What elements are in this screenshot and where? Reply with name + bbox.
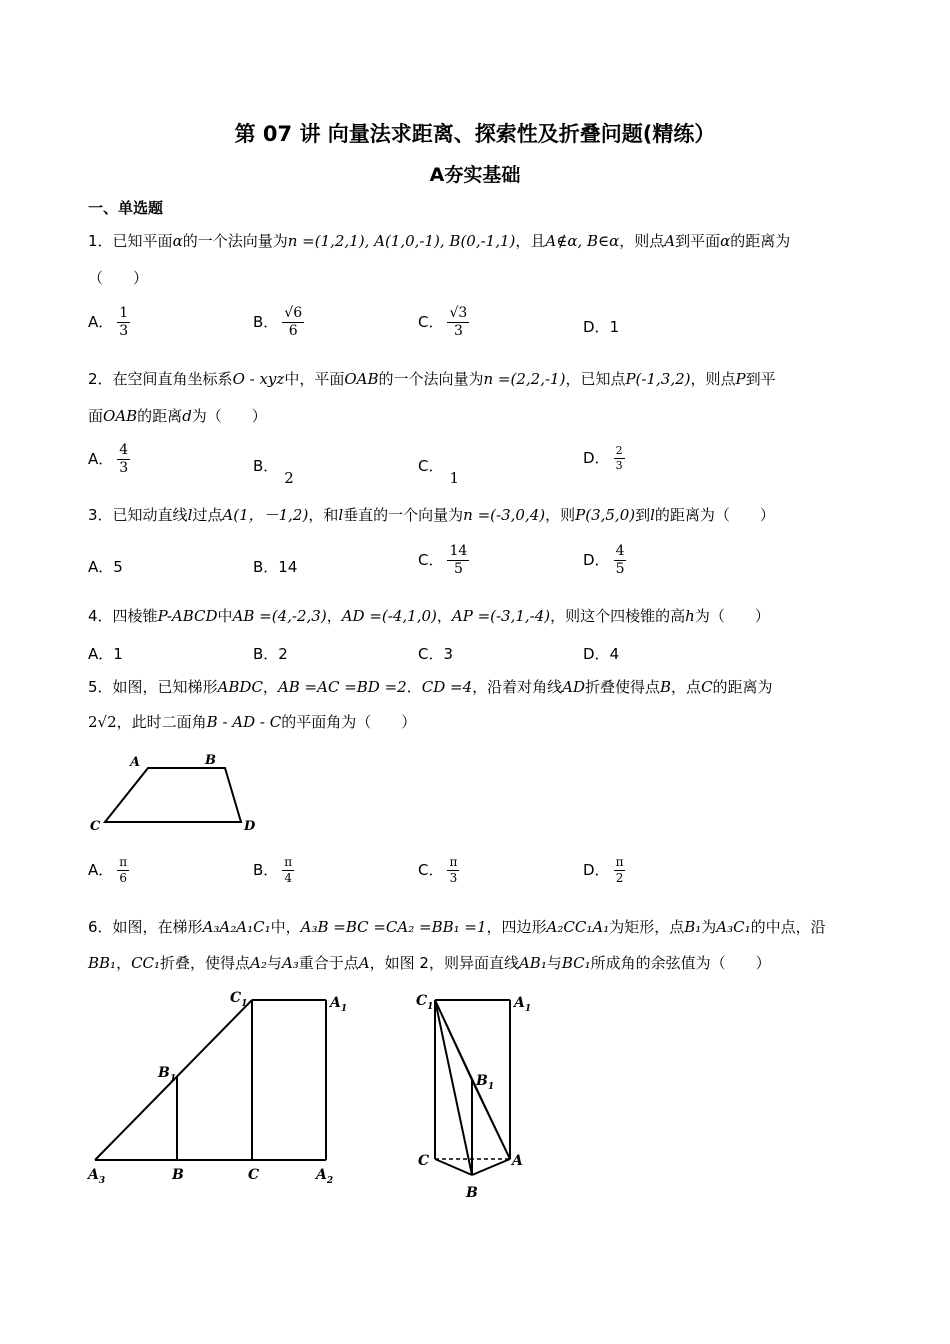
section-heading: 一、单选题 xyxy=(88,199,164,217)
label-B1: B xyxy=(476,1073,488,1089)
label-A: A xyxy=(130,755,141,770)
trapezoid-shape xyxy=(105,768,241,822)
question-2-line-2: 面OAB的距离d为（ ） xyxy=(88,407,267,425)
figure-1-trapezoid xyxy=(80,985,360,1190)
label-D: D xyxy=(244,819,256,834)
option-b[interactable]: B． $\frac{\pi}{4}$ xyxy=(253,855,293,885)
option-c[interactable]: C．3 xyxy=(418,645,454,663)
option-a[interactable]: A． $\frac{4}{3}$ xyxy=(88,442,129,476)
svg-text:A2: $A_2$ xyxy=(316,1167,334,1186)
question-number: 4． xyxy=(88,607,113,625)
option-d[interactable]: D．1 xyxy=(583,318,620,336)
option-c[interactable]: C．1 xyxy=(418,457,460,487)
option-c[interactable]: C． $\frac{\pi}{3}$ xyxy=(418,855,458,885)
svg-text:C1: $C_1$ xyxy=(230,990,248,1009)
label-C: C xyxy=(418,1153,430,1169)
edge-c1-b xyxy=(435,1000,472,1175)
label-A3: A xyxy=(88,1167,99,1183)
option-a[interactable]: A． $\frac{\pi}{6}$ xyxy=(88,855,128,885)
figure-2-prism xyxy=(410,985,560,1210)
option-c[interactable]: C． $\frac{√3}{3}$ xyxy=(418,305,468,339)
edge-b-a xyxy=(472,1159,510,1175)
option-c[interactable]: C． $\frac{14}{5}$ xyxy=(418,543,468,577)
question-5-line-2: 2√2，此时二面角B - AD - C的平面角为（ ） xyxy=(88,713,417,731)
label-B: B xyxy=(205,753,216,768)
normal-vector-math: n =(1,2,1), A(1,0,-1), B(0,-1,1) xyxy=(287,232,516,250)
svg-text:A1: $A_1$ xyxy=(514,995,532,1014)
question-5-line-1: 5．如图，已知梯形ABDC，AB =AC =BD =2．CD =4，沿着对角线AD折叠使得点B，点C的距离为 xyxy=(88,678,773,696)
question-number: 1． xyxy=(88,232,113,250)
question-6-line-1: 6．如图，在梯形A₃A₂A₁C₁中，A₃B =BC =CA₂ =BB₁ =1，四边形A₂CC₁A₁为矩形，点B₁为A₃C₁的中点，沿 xyxy=(88,918,826,936)
option-a[interactable]: A．1 xyxy=(88,645,123,663)
label-B: B xyxy=(466,1185,478,1201)
question-number: 3． xyxy=(88,506,113,524)
option-b[interactable]: B．2 xyxy=(253,645,288,663)
label-C1: C xyxy=(230,990,242,1006)
label-B1: B xyxy=(158,1065,170,1081)
label-A1: A xyxy=(514,995,525,1011)
option-a[interactable]: A．5 xyxy=(88,558,123,576)
page-title: 第 07 讲 向量法求距离、探索性及折叠问题(精练） xyxy=(234,122,716,146)
option-d[interactable]: D． $\frac{\pi}{2}$ xyxy=(583,855,624,885)
question-4-line-1: 4．四棱锥P-ABCD中AB =(4,-2,3)，AD =(-4,1,0)，AP =(-3,1,-4)，则这个四棱锥的高h为（ ） xyxy=(88,607,770,625)
label-B: B xyxy=(172,1167,184,1183)
answer-paren: （ ） xyxy=(88,269,149,287)
figure-trapezoid xyxy=(85,748,265,838)
svg-text:A1: $A_1$ xyxy=(330,995,348,1014)
page-subtitle: A夯实基础 xyxy=(429,164,521,186)
label-C: C xyxy=(248,1167,260,1183)
option-d[interactable]: D． $\frac{4}{5}$ xyxy=(583,543,625,577)
svg-text:C1: $C_1$ xyxy=(416,993,434,1012)
question-number: 6． xyxy=(88,918,113,936)
svg-text:B1: $B_1$ xyxy=(158,1065,177,1084)
question-6-line-2: BB₁，CC₁折叠，使得点A₂与A₃重合于点A，如图 2，则异面直线AB₁与BC₁所成角的余弦值为（ ） xyxy=(88,954,771,972)
option-d[interactable]: D． $\frac{2}{3}$ xyxy=(583,444,623,472)
label-C1: C xyxy=(416,993,428,1009)
option-b[interactable]: B． $\frac{√6}{6}$ xyxy=(253,305,303,339)
label-C: C xyxy=(90,819,101,834)
option-d[interactable]: D．4 xyxy=(583,645,620,663)
question-1-line-1: 1．已知平面α的一个法向量为n =(1,2,1), A(1,0,-1), B(0,-1,1)，且A∉α, B∈α，则点A到平面α的距离为 xyxy=(88,232,791,250)
option-a[interactable]: A． $\frac{1}{3}$ xyxy=(88,305,129,339)
question-number: 5． xyxy=(88,678,113,696)
option-b[interactable]: B．14 xyxy=(253,558,298,576)
label-A: A xyxy=(512,1153,523,1169)
edge-c-b xyxy=(435,1159,472,1175)
question-2-line-1: 2．在空间直角坐标系O - xyz中，平面OAB的一个法向量为n =(2,2,-1)，已知点P(-1,3,2)，则点P到平 xyxy=(88,370,776,388)
svg-text:B1: $B_1$ xyxy=(476,1073,495,1092)
svg-text:A3: $A_3$ xyxy=(88,1167,106,1186)
question-3-line-1: 3．已知动直线l过点A(1，－1,2)，和l垂直的一个向量为n =(-3,0,4)，则P(3,5,0)到l的距离为（ ） xyxy=(88,506,775,524)
label-A2: A xyxy=(316,1167,327,1183)
option-b[interactable]: B．2 xyxy=(253,457,294,487)
label-A1: A xyxy=(330,995,341,1011)
question-number: 2． xyxy=(88,370,113,388)
